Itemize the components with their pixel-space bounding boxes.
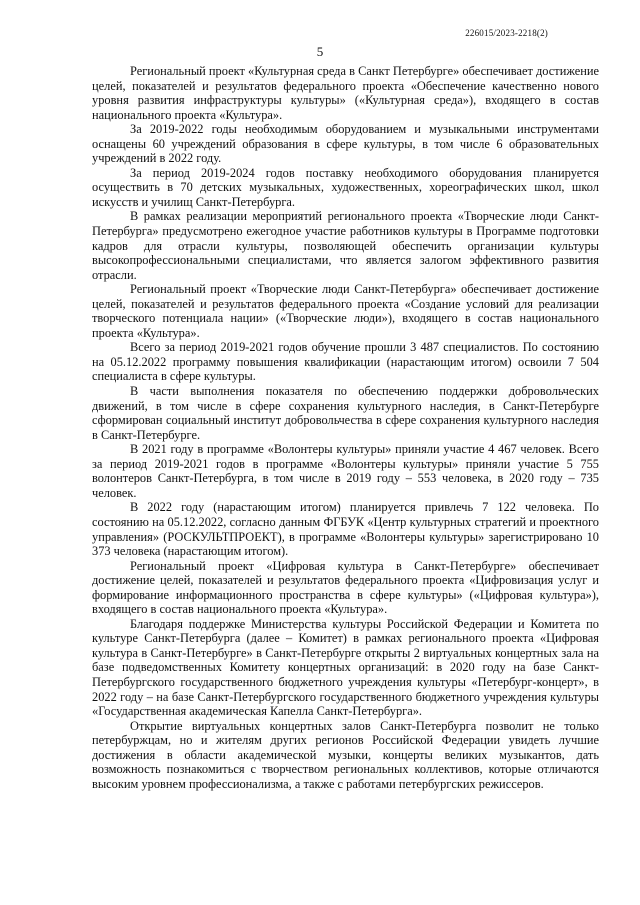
paragraph-creative-people-project: Региональный проект «Творческие люди Санкт-Петербурга» обеспечивает достижение целей, показателей и результатов федерального проекта «Создание условий для реализации творческого потенциала нации» («Творческие люди»), входящего в состав национального проекта «Культура». <box>92 282 599 340</box>
paragraph-digital-culture-project: Региональный проект «Цифровая культура в Санкт-Петербурге» обеспечивает достижение целей, показателей и результатов федерального проекта «Цифровизация услуг и формирование информационного пространства в сфере культуры» («Цифровая культура»), входящего в состав национального проекта «Культура». <box>92 558 599 617</box>
paragraph-specialists-trained: Всего за период 2019-2021 годов обучение прошли 3 487 специалистов. По состоянию на 05.12.2022 программу повышения квалификации (нарастающим итогом) освоили 7 504 специалиста в сфере культуры. <box>92 340 599 384</box>
page-number: 5 <box>316 44 324 59</box>
paragraph-virtual-halls-benefits: Открытие виртуальных концертных залов Санкт-Петербурга позволит не только петербуржцам, но и жителям других регионов Российской Федерации увидеть лучшие достижения в области академической музыки, концерты великих музыкантов, дать возможность познакомиться с творчеством региональных коллективов, которые отличаются высоким уровнем профессионализма, а также с работами петербургских режиссеров. <box>92 718 599 791</box>
document-body <box>92 64 599 791</box>
paragraph-virtual-concert-halls: Благодаря поддержке Министерства культуры Российской Федерации и Комитета по культуре Санкт-Петербурга (далее – Комитет) в рамках регионального проекта «Цифровая культура в Санкт-Петербурге» в Санкт-Петербурге открыты 2 виртуальных концертных зала на базе подведомственных Комитету концертных организаций: в 2020 году на базе Санкт-Петербургского государственного бюджетного учреждения культуры «Петербург-концерт», в 2022 году – на базе Санкт-Петербургского государственного бюджетного учреждения культуры «Государственная академическая Капелла Санкт-Петербурга». <box>92 616 599 719</box>
paragraph-volunteers-2021: В 2021 году в программе «Волонтеры культуры» приняли участие 4 467 человек. Всего за период 2019-2021 годов в программе «Волонтеры культуры» приняли участие 5 755 волонтеров Санкт-Петербурга, в том числе в 2019 году – 553 человека, в 2020 году – 735 человек. <box>92 442 599 500</box>
paragraph-volunteers-2022: В 2022 году (нарастающим итогом) планируется привлечь 7 122 человека. По состоянию на 05.12.2022, согласно данным ФГБУК «Центр культурных стратегий и проектного управления» (РОСКУЛЬТПРОЕКТ), в программе «Волонтеры культуры» зарегистрировано 10 373 человека (нарастающим итогом). <box>92 500 599 559</box>
paragraph-volunteer-movements: В части выполнения показателя по обеспечению поддержки добровольческих движений, в том числе в сфере сохранения культурного наследия, в Санкт-Петербурге сформирован социальный институт добровольчества в сфере сохранения культурного наследия в Санкт-Петербурге. <box>92 384 599 442</box>
paragraph-equipment-2019-2024: За период 2019-2024 годов поставку необходимого оборудования планируется осуществить в 70 детских музыкальных, художественных, хореографических школ, школ искусств и училищ Санкт-Петербурга. <box>92 165 599 209</box>
paragraph-cultural-environment: Региональный проект «Культурная среда в Санкт Петербурге» обеспечивает достижение целей, показателей и результатов федерального проекта «Обеспечение качественно нового уровня развития инфраструктуры культуры» («Культурная среда»), входящего в состав национального проекта «Культура». <box>92 64 599 122</box>
paragraph-equipment-2019-2022: За 2019-2022 годы необходимым оборудованием и музыкальными инструментами оснащены 60 учреждений образования в сфере культуры, в том числе 6 образовательных учреждений в 2022 году. <box>92 122 599 166</box>
paragraph-creative-people-training: В рамках реализации мероприятий регионального проекта «Творческие люди Санкт-Петербурга» предусмотрено ежегодное участие работников культуры в Программе подготовки кадров для отрасли культуры, позволяющей обеспечить организации культуры высокопрофессиональными специалистами, что является залогом эффективного развития отрасли. <box>92 209 599 282</box>
document-registration-number: 226015/2023-2218(2) <box>465 28 548 38</box>
